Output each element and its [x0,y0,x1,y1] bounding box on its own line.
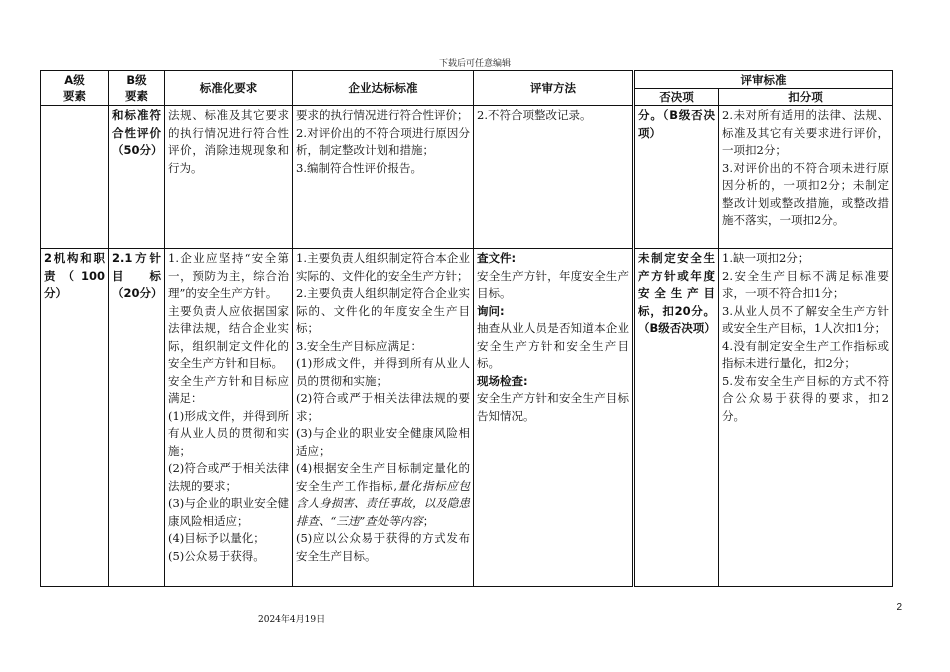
cell-veto: 分。（B级否决项） [634,106,719,249]
header-note: 下载后可任意编辑 [438,59,511,69]
col-b-level: B级 要素 [109,71,165,106]
cell-deduction: 1.缺一项扣2分； 2.安全生产目标不满足标准要求，一项不符合扣1分； 3.从业人员不了解安全生产方针或安全生产目标，1人次扣1分； 4.没有制定安全生产工作指标或指标未进行量化，扣2分； 5.发布安全生产目标的方式不符合公众易于获得的要求，扣2分。 [719,249,893,587]
page-number: 2 [896,602,902,613]
evaluation-standard-table [40,70,893,587]
enterprise-item-4: (4)根据安全生产目标制定量化的安全生产工作指标,量化指标应包含人身损害、责任事故，以及隐患排查、“三违”查处等内容； [296,461,471,528]
col-veto: 否决项 [634,89,719,106]
cell-a-level [41,106,109,249]
cell-deduction: 2.未对所有适用的法律、法规、标准及其它有关要求进行评价，一项扣2分； 3.对评价出的不符合项未进行原因分析的，一项扣2分；未制定整改计划或整改措施，或整改措施不落实，一项扣2分。 [719,106,893,249]
col-a-level: A级 要素 [41,71,109,106]
cell-veto: 未制定安全生产方针或年度安全生产目标，扣20分。（B级否决项） [634,249,719,587]
col-standard-req: 标准化要求 [165,71,293,106]
cell-enterprise-std: 要求的执行情况进行符合性评价； 2.对评价出的不符合项进行原因分析，制定整改计划和措施； 3.编制符合性评价报告。 [293,106,474,249]
cell-standard-req: 法规、标准及其它要求的执行情况进行符合性评价，消除违规现象和行为。 [165,106,293,249]
col-deduction: 扣分项 [719,89,893,106]
col-enterprise-std: 企业达标标准 [293,71,474,106]
table-row [41,106,893,249]
cell-review-method: 2.不符合项整改记录。 [474,106,634,249]
cell-review-method: 查文件: 安全生产方针，年度安全生产目标。 询问: 抽查从业人员是否知道本企业安全生产方针和安全生产目标。 现场检查: 安全生产方针和安全生产目标告知情况。 [474,249,634,587]
footer-date: 2024年4月19日 [258,615,326,625]
cell-enterprise-std: 1.主要负责人组织制定符合本企业实际的、文件化的安全生产方针； 2.主要负责人组织制定符合企业实际的、文件化的年度安全生产目标； 3.安全生产目标应满足： (1)形成文件，并得到所有从业人员的贯彻和实施； (2)符合或严于相关法律法规的要求； (3)与企业的职业安全健康风险相适应； (4)根据安全生产目标制定量化的安全生产工作指标,量化指标应包含人身损害、责任事故，以及隐患排查、“三违”查处等内容； (5)应以公众易于获得的方式发布安全生产目标。 [293,249,474,587]
header-row-1 [41,71,893,89]
col-review-method: 评审方法 [474,71,634,106]
cell-b-level: 2.1方针目标（20分） [109,249,165,587]
cell-b-level: 和标准符合性评价（50分） [109,106,165,249]
cell-standard-req: 1.企业应坚持“安全第一，预防为主，综合治理”的安全生产方针。 主要负责人应依据国家法律法规，结合企业实际，组织制定文件化的安全生产方针和目标。 安全生产方针和目标应满足： (1)形成文件，并得到所有从业人员的贯彻和实施； (2)符合或严于相关法律法规的要求； (3)与企业的职业安全健康风险相适应； (4)目标予以量化； (5)公众易于获得。 [165,249,293,587]
col-review-criteria: 评审标准 [634,71,893,89]
cell-a-level: 2机构和职责（100分） [41,249,109,587]
table-row [41,249,893,587]
